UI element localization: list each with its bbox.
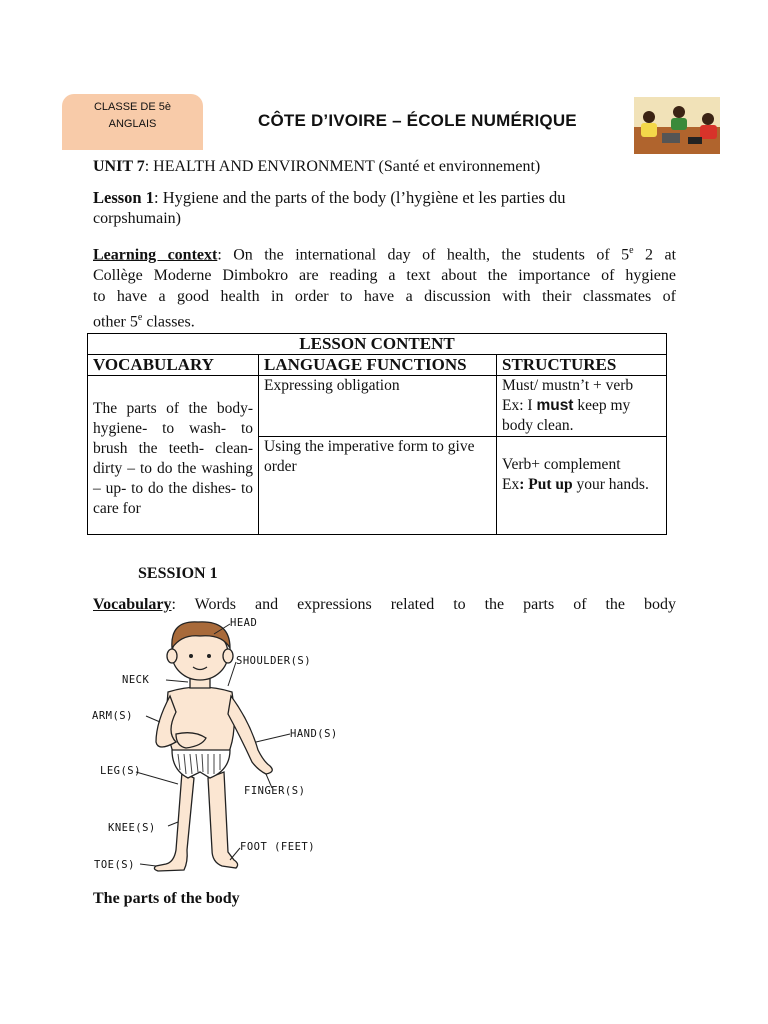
lesson-text: : Hygiene and the parts of the body (l’hygiène et les parties du: [153, 188, 566, 207]
context-line-3: to have a good health in order to have a discussion with their classmates of: [93, 288, 676, 306]
class-subject: ANGLAIS: [108, 118, 157, 130]
structure-cell-2: [497, 437, 667, 535]
label-knee: KNEE(S): [108, 822, 156, 834]
context-line-2: Collège Moderne Dimbokro are reading a text about the importance of hygiene: [93, 267, 676, 285]
structure-2-rule: Verb+ complement: [502, 456, 621, 473]
label-neck: NECK: [122, 674, 150, 686]
body-parts-diagram: [90, 612, 350, 882]
unit-label: UNIT 7: [93, 158, 145, 175]
structure-2-ex-suffix: your hands.: [572, 476, 649, 493]
label-arm: ARM(S): [92, 710, 133, 722]
structure-1-ex-prefix: Ex: I: [502, 397, 537, 414]
label-leg: LEG(S): [100, 765, 141, 777]
learning-context: [93, 240, 676, 333]
class-badge: [62, 94, 203, 150]
context-line-4: [93, 307, 676, 332]
vocabulary-cell: The parts of the body- hygiene- to wash- to brush the teeth- clean- dirty – to do the washing – up- to do the dishes- to care for: [88, 376, 259, 535]
vocabulary-label: Vocabulary: [93, 596, 172, 613]
lesson-label: Lesson 1: [93, 188, 154, 207]
header-language-functions: LANGUAGE FUNCTIONS: [259, 355, 497, 376]
lesson-content-table: [87, 333, 667, 535]
context-text-1-end: 2 at: [633, 246, 677, 264]
label-hand: HAND(S): [290, 728, 338, 740]
unit-line: [93, 156, 540, 177]
label-foot: FOOT (FEET): [240, 841, 316, 853]
structure-2-ex-prefix: Ex: [502, 476, 520, 493]
header-structures: STRUCTURES: [497, 355, 667, 376]
structure-2-example: [502, 475, 661, 495]
session-heading: SESSION 1: [138, 565, 218, 582]
page-title: CÔTE D’IVOIRE – ÉCOLE NUMÉRIQUE: [258, 111, 577, 130]
structure-1-ex-suffix: keep my body clean.: [502, 397, 631, 434]
lesson-line: [93, 187, 676, 208]
context-text-4a: other 5: [93, 313, 138, 331]
child-body-illustration: [90, 612, 350, 882]
unit-text: : HEALTH AND ENVIRONMENT (Santé et environnement): [144, 158, 541, 175]
class-level: CLASSE DE 5è: [93, 101, 172, 113]
diagram-caption: The parts of the body: [93, 890, 240, 907]
context-sup-4: e: [137, 312, 143, 324]
structure-2-ex-bold: : Put up: [519, 476, 573, 493]
function-cell-2: Using the imperative form to give order: [259, 437, 497, 535]
label-finger: FINGER(S): [244, 785, 306, 797]
table-title: LESSON CONTENT: [88, 334, 667, 355]
header-vocabulary: VOCABULARY: [88, 355, 259, 376]
context-text-4b: classes.: [142, 313, 195, 331]
structure-1-rule: Must/ mustn’t + verb: [502, 377, 634, 394]
structure-cell-1: [497, 376, 667, 437]
label-shoulder: SHOULDER(S): [236, 655, 312, 667]
context-label: Learning context: [93, 246, 218, 264]
label-toe: TOE(S): [94, 859, 135, 871]
context-line-1: [93, 240, 676, 265]
context-text-1: : On the international day of health, the students of 5: [217, 246, 630, 264]
structure-1-ex-bold: must: [536, 397, 574, 414]
vocabulary-text: : Words and expressions related to the parts of the body: [171, 596, 676, 613]
function-cell-1: Expressing obligation: [259, 376, 497, 437]
label-head: HEAD: [230, 617, 258, 629]
context-sup-1: e: [629, 245, 634, 256]
lesson-line-2: corpshumain): [93, 210, 181, 227]
classroom-illustration: [634, 97, 720, 154]
structure-1-example: [502, 396, 661, 436]
